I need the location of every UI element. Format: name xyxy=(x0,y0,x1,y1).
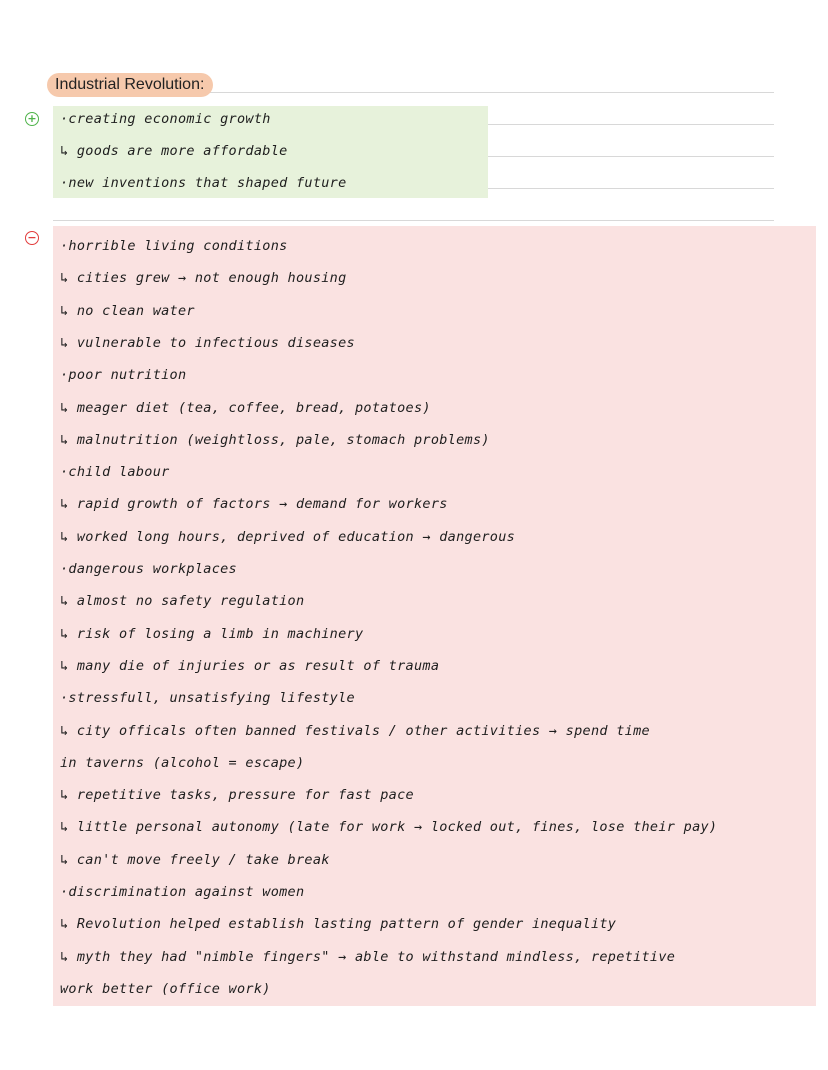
negative-note-line: ↳ city officals often banned festivals / other activities → spend time xyxy=(60,722,650,739)
positive-note-line: ↳ goods are more affordable xyxy=(60,143,288,159)
positive-note-line: ·new inventions that shaped future xyxy=(60,175,347,191)
negative-note-line: ↳ many die of injuries or as result of trauma xyxy=(60,657,440,674)
negative-note-line: ↳ can't move freely / take break xyxy=(60,851,330,868)
negative-note-line: ·horrible living conditions xyxy=(60,238,288,254)
negative-note-line: ↳ cities grew → not enough housing xyxy=(60,270,347,287)
rule-line xyxy=(53,220,774,221)
negative-note-line: ·poor nutrition xyxy=(60,367,187,384)
positive-note-line: ·creating economic growth xyxy=(60,111,271,127)
negative-note-line: ↳ almost no safety regulation xyxy=(60,593,305,610)
negative-note-line: ·dangerous workplaces xyxy=(60,561,237,577)
negative-note-line: work better (office work) xyxy=(60,980,271,997)
negative-note-line: ↳ little personal autonomy (late for work → locked out, fines, lose their pay) xyxy=(60,819,718,836)
negative-note-line: ·child labour xyxy=(60,464,170,481)
negative-note-line: ↳ malnutrition (weightloss, pale, stomach problems) xyxy=(60,431,490,448)
negative-note-line: ↳ rapid growth of factors → demand for workers xyxy=(60,496,448,513)
negative-note-line: ↳ repetitive tasks, pressure for fast pace xyxy=(60,787,414,804)
negative-note-line: in taverns (alcohol = escape) xyxy=(60,754,305,771)
plus-circle-icon: + xyxy=(25,112,39,126)
negative-note-line: ↳ no clean water xyxy=(60,302,195,319)
negative-note-line: ·discrimination against women xyxy=(60,884,305,900)
negative-note-line: ·stressfull, unsatisfying lifestyle xyxy=(60,690,355,707)
minus-circle-icon: − xyxy=(25,231,39,245)
negative-note-line: ↳ myth they had "nimble fingers" → able to withstand mindless, repetitive xyxy=(60,948,676,965)
negative-note-line: ↳ worked long hours, deprived of education → dangerous xyxy=(60,528,516,545)
negative-note-line: ↳ Revolution helped establish lasting pattern of gender inequality xyxy=(60,916,617,933)
negative-note-line: ↳ meager diet (tea, coffee, bread, potatoes) xyxy=(60,399,431,416)
page-title: Industrial Revolution: xyxy=(47,73,213,97)
negative-note-line: ↳ risk of losing a limb in machinery xyxy=(60,625,364,642)
negative-note-line: ↳ vulnerable to infectious diseases xyxy=(60,334,355,351)
